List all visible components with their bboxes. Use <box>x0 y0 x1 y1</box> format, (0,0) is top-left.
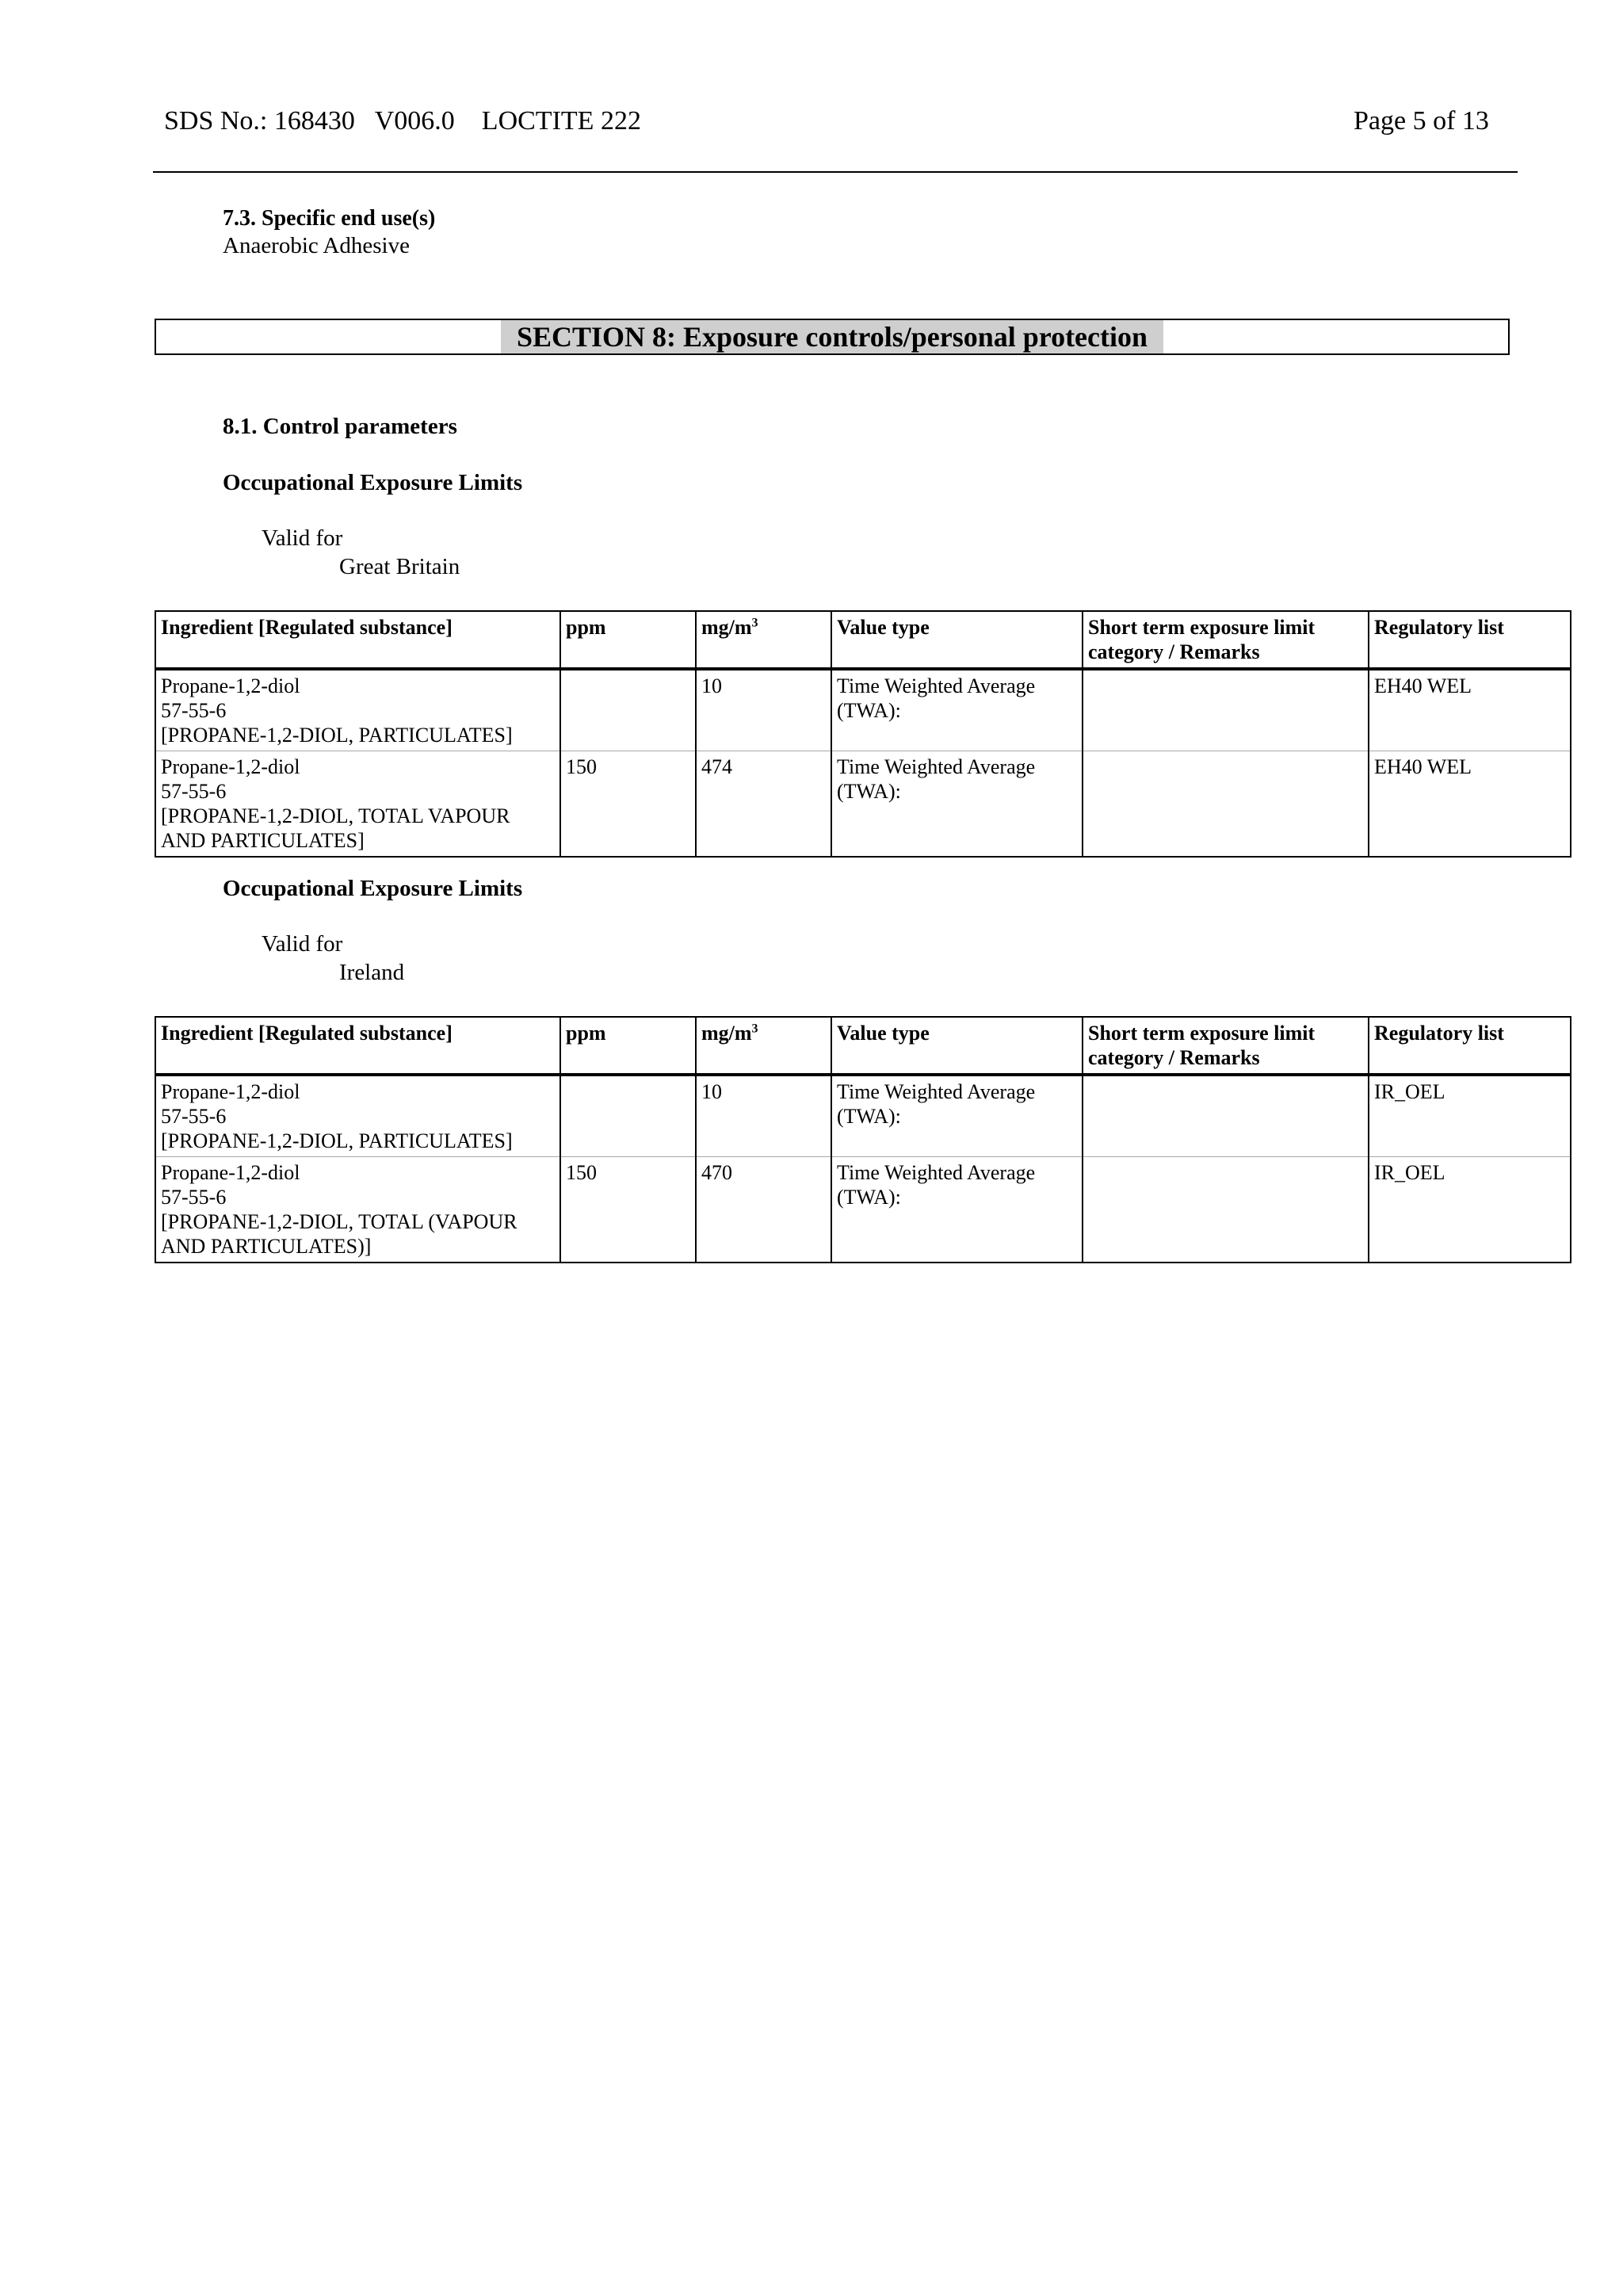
table-row <box>155 1157 1571 1263</box>
cell-value-type: Time Weighted Average (TWA): <box>831 1075 1083 1157</box>
document-id: SDS No.: 168430 V006.0 LOCTITE 222 <box>164 106 641 136</box>
oel-ie-valid-for: Valid for <box>262 931 343 957</box>
table-row <box>155 669 1571 751</box>
ingredient-substance: [PROPANE-1,2-DIOL, TOTAL VAPOUR AND PARTICULATES] <box>161 804 510 852</box>
cell-ppm: 150 <box>560 751 696 858</box>
oel-ie-country: Ireland <box>339 960 405 985</box>
oel-gb-valid-for: Valid for <box>262 525 343 551</box>
col-mg-m3-label: mg/m <box>701 1022 752 1045</box>
col-value-type: Value type <box>831 611 1083 669</box>
table-row <box>155 1075 1571 1157</box>
col-ppm: ppm <box>560 611 696 669</box>
cell-ingredient <box>155 1075 560 1157</box>
col-ingredient: Ingredient [Regulated substance] <box>155 611 560 669</box>
ingredient-cas: 57-55-6 <box>161 699 227 722</box>
ingredient-substance: [PROPANE-1,2-DIOL, PARTICULATES] <box>161 1129 513 1152</box>
cell-remarks <box>1083 751 1369 858</box>
col-mg-m3-label: mg/m <box>701 616 752 639</box>
col-ppm: ppm <box>560 1017 696 1075</box>
cell-regulatory-list: IR_OEL <box>1369 1075 1571 1157</box>
header-divider <box>153 171 1518 173</box>
cell-mg-m3: 10 <box>696 1075 831 1157</box>
ingredient-name: Propane-1,2-diol <box>161 1080 300 1103</box>
col-value-type: Value type <box>831 1017 1083 1075</box>
cell-ingredient <box>155 751 560 858</box>
ingredient-cas: 57-55-6 <box>161 1105 227 1128</box>
cell-remarks <box>1083 669 1369 751</box>
section-8-1-heading: 8.1. Control parameters <box>223 414 457 439</box>
cell-mg-m3: 10 <box>696 669 831 751</box>
ingredient-name: Propane-1,2-diol <box>161 1161 300 1184</box>
ingredient-name: Propane-1,2-diol <box>161 674 300 697</box>
section-8-bar <box>155 319 1510 355</box>
col-ingredient: Ingredient [Regulated substance] <box>155 1017 560 1075</box>
col-mg-m3 <box>696 611 831 669</box>
cell-ppm <box>560 1075 696 1157</box>
section-7-3-heading: 7.3. Specific end use(s) <box>223 206 436 231</box>
oel-gb-title: Occupational Exposure Limits <box>223 470 523 495</box>
cell-mg-m3: 474 <box>696 751 831 858</box>
oel-ie-title: Occupational Exposure Limits <box>223 876 523 901</box>
col-regulatory-list: Regulatory list <box>1369 1017 1571 1075</box>
col-short-term: Short term exposure limit category / Remarks <box>1083 611 1369 669</box>
table-header-row <box>155 611 1571 669</box>
ingredient-cas: 57-55-6 <box>161 1186 227 1209</box>
cell-regulatory-list: IR_OEL <box>1369 1157 1571 1263</box>
oel-gb-table <box>155 610 1571 858</box>
col-regulatory-list: Regulatory list <box>1369 611 1571 669</box>
ingredient-cas: 57-55-6 <box>161 780 227 803</box>
col-short-term: Short term exposure limit category / Remarks <box>1083 1017 1369 1075</box>
oel-gb-country: Great Britain <box>339 554 460 579</box>
table-header-row <box>155 1017 1571 1075</box>
ingredient-name: Propane-1,2-diol <box>161 755 300 778</box>
cell-ppm: 150 <box>560 1157 696 1263</box>
cell-mg-m3: 470 <box>696 1157 831 1263</box>
cell-remarks <box>1083 1157 1369 1263</box>
col-mg-m3-sup: 3 <box>751 616 758 630</box>
page-number: Page 5 of 13 <box>1354 106 1489 136</box>
cell-value-type: Time Weighted Average (TWA): <box>831 669 1083 751</box>
section-8-title: SECTION 8: Exposure controls/personal protection <box>501 320 1163 353</box>
cell-regulatory-list: EH40 WEL <box>1369 669 1571 751</box>
cell-regulatory-list: EH40 WEL <box>1369 751 1571 858</box>
cell-ingredient <box>155 669 560 751</box>
ingredient-substance: [PROPANE-1,2-DIOL, PARTICULATES] <box>161 724 513 747</box>
section-7-3-text: Anaerobic Adhesive <box>223 233 410 258</box>
cell-ingredient <box>155 1157 560 1263</box>
cell-value-type: Time Weighted Average (TWA): <box>831 1157 1083 1263</box>
oel-ie-table <box>155 1016 1571 1263</box>
table-row <box>155 751 1571 858</box>
cell-value-type: Time Weighted Average (TWA): <box>831 751 1083 858</box>
ingredient-substance: [PROPANE-1,2-DIOL, TOTAL (VAPOUR AND PARTICULATES)] <box>161 1210 517 1258</box>
cell-ppm <box>560 669 696 751</box>
col-mg-m3-sup: 3 <box>751 1022 758 1036</box>
col-mg-m3 <box>696 1017 831 1075</box>
cell-remarks <box>1083 1075 1369 1157</box>
